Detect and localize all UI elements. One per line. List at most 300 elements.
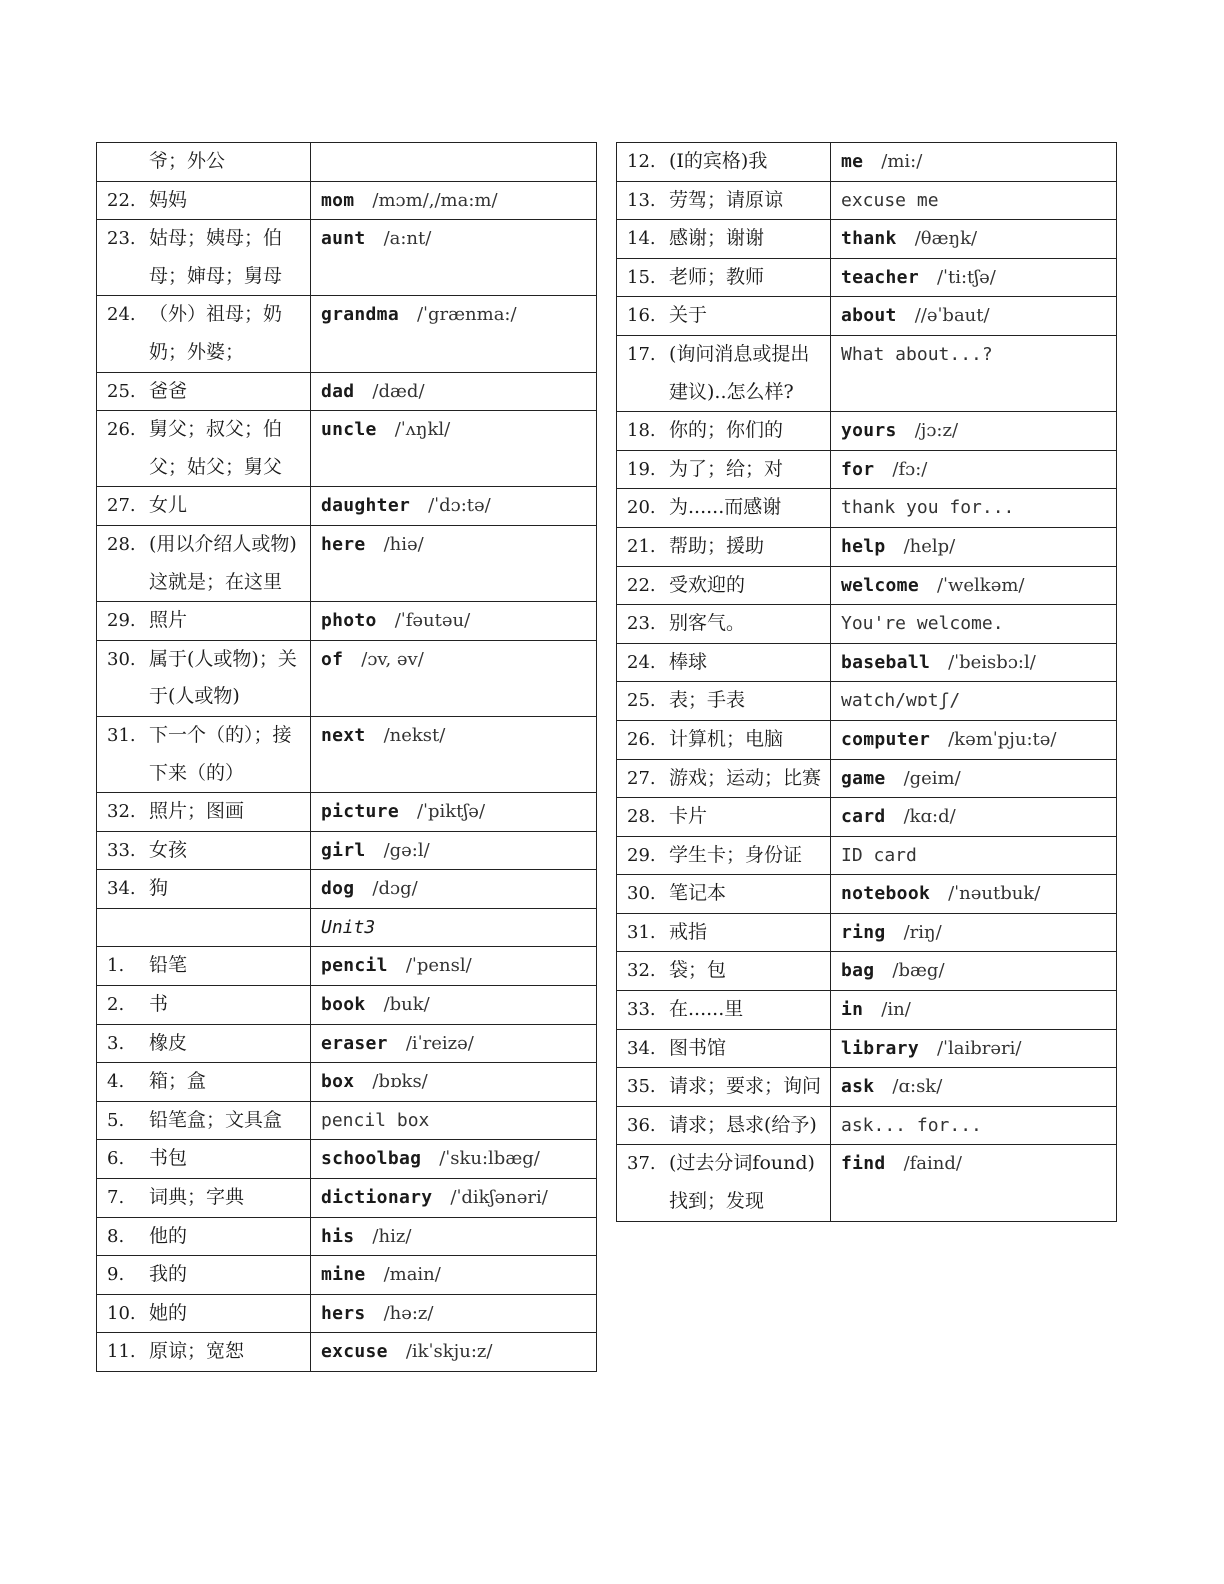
- english-word-cell: [311, 793, 597, 832]
- entry-number: 13.: [627, 189, 656, 211]
- table-row: [97, 793, 597, 832]
- english-word-cell: [831, 759, 1117, 798]
- chinese-meaning-cell: [617, 527, 831, 566]
- phonetic: /fɔ:/: [892, 458, 928, 480]
- english-word-cell: [831, 720, 1117, 759]
- english-word: mine: [321, 1264, 366, 1286]
- chinese-meaning: 姑母；姨母；伯母；婶母；舅母: [149, 227, 283, 287]
- table-row: [617, 450, 1117, 489]
- entry-number: 3.: [107, 1032, 125, 1054]
- table-row: [97, 602, 597, 641]
- chinese-meaning: 你的；你们的: [669, 419, 784, 442]
- chinese-meaning: 请求；要求；询问: [669, 1075, 822, 1098]
- table-row: [97, 220, 597, 296]
- english-word: yours: [841, 420, 897, 442]
- english-word: pencil: [321, 955, 388, 977]
- english-word-cell: [311, 181, 597, 220]
- table-row: [617, 643, 1117, 682]
- chinese-meaning-cell: [97, 1101, 311, 1140]
- phonetic: /ɑ:sk/: [892, 1076, 943, 1098]
- entry-number: 23.: [627, 613, 656, 635]
- entry-number: 2.: [107, 994, 125, 1016]
- chinese-meaning-cell: [97, 1294, 311, 1333]
- table-row: [617, 412, 1117, 451]
- vocab-table-right: [616, 142, 1117, 1222]
- chinese-meaning: 女孩: [149, 838, 188, 861]
- english-word: library: [841, 1037, 919, 1059]
- chinese-meaning: 属于(人或物)；关于(人或物): [149, 647, 297, 708]
- chinese-meaning-cell: [97, 640, 311, 716]
- table-row: [97, 1024, 597, 1063]
- english-phrase: pencil box: [321, 1109, 430, 1131]
- chinese-meaning-cell: [617, 1106, 831, 1145]
- table-row: [617, 566, 1117, 605]
- phonetic: /ˈlaibrəri/: [936, 1037, 1022, 1059]
- english-word-cell: [311, 1333, 597, 1372]
- english-word: bag: [841, 960, 875, 982]
- entry-number: [107, 143, 149, 181]
- english-word-cell: [831, 798, 1117, 837]
- english-phrase: excuse me: [841, 189, 939, 211]
- chinese-meaning: 我的: [149, 1263, 188, 1286]
- english-word: excuse: [321, 1341, 388, 1363]
- english-word-cell: [311, 372, 597, 411]
- english-word: in: [841, 999, 864, 1021]
- english-word: picture: [321, 801, 399, 823]
- chinese-meaning: 在......里: [669, 998, 744, 1021]
- english-word-cell: [831, 335, 1117, 411]
- english-word: dog: [321, 878, 355, 900]
- chinese-meaning-cell: [97, 1179, 311, 1218]
- english-word-cell: [831, 220, 1117, 259]
- table-row: [617, 913, 1117, 952]
- english-word: for: [841, 458, 875, 480]
- english-word: me: [841, 151, 864, 172]
- table-row: [617, 527, 1117, 566]
- english-word: box: [321, 1071, 355, 1093]
- phonetic: /hə:z/: [383, 1302, 434, 1324]
- phonetic: /iˈreizə/: [405, 1032, 474, 1054]
- chinese-meaning-cell: [97, 1333, 311, 1372]
- chinese-meaning-cell: [617, 1145, 831, 1221]
- phonetic: /main/: [383, 1264, 441, 1286]
- phonetic: /ˈpiktʃə/: [416, 801, 486, 823]
- entry-number: 28.: [107, 533, 136, 555]
- phonetic: /ˈpensl/: [405, 955, 472, 977]
- phonetic: /ˈsku:lbæg/: [439, 1148, 540, 1170]
- phonetic: /jɔ:z/: [914, 420, 959, 442]
- table-row: [97, 908, 597, 947]
- chinese-meaning: 照片；图画: [149, 800, 245, 823]
- english-word: photo: [321, 610, 377, 632]
- english-word-cell: [831, 952, 1117, 991]
- phonetic: /ˈʌŋkl/: [394, 419, 451, 441]
- chinese-meaning-cell: [617, 875, 831, 914]
- table-row: [617, 1029, 1117, 1068]
- phonetic: /hiə/: [383, 533, 424, 555]
- phonetic: /ɔv, əv/: [361, 648, 424, 670]
- chinese-meaning-cell: [617, 836, 831, 875]
- english-word: baseball: [841, 651, 931, 673]
- phonetic: /a:nt/: [383, 228, 432, 250]
- chinese-meaning-cell: [617, 335, 831, 411]
- chinese-meaning: 舅父；叔父；伯父；姑父；舅父: [149, 418, 283, 478]
- entry-number: 25.: [627, 690, 656, 712]
- table-row: [97, 411, 597, 487]
- english-phrase: What about...?: [841, 343, 993, 365]
- chinese-meaning-cell: [97, 947, 311, 986]
- chinese-meaning: 下一个（的）；接下来（的）: [149, 723, 292, 784]
- entry-number: 26.: [627, 728, 656, 750]
- english-word: card: [841, 806, 886, 828]
- chinese-meaning: (用以介绍人或物)这就是；在这里: [149, 532, 297, 593]
- english-word: schoolbag: [321, 1148, 422, 1170]
- entry-number: 32.: [627, 960, 656, 982]
- entry-number: 9.: [107, 1264, 125, 1286]
- unit-heading: Unit3: [321, 916, 376, 938]
- chinese-meaning: 别客气。: [669, 612, 746, 635]
- chinese-meaning-cell: [617, 143, 831, 182]
- phonetic: /ˈgrænma:/: [416, 304, 517, 326]
- chinese-meaning: 戒指: [669, 920, 708, 943]
- entry-number: 7.: [107, 1187, 125, 1209]
- chinese-meaning-cell: [617, 258, 831, 297]
- entry-number: 35.: [627, 1076, 656, 1098]
- chinese-meaning-cell: [617, 450, 831, 489]
- chinese-meaning-cell: [617, 720, 831, 759]
- english-word-cell: [831, 875, 1117, 914]
- english-word-cell: [831, 450, 1117, 489]
- english-word: find: [841, 1153, 886, 1175]
- english-word: ask: [841, 1076, 875, 1098]
- english-phrase: You're welcome.: [841, 613, 1004, 635]
- chinese-meaning-cell: [97, 1256, 311, 1295]
- english-word-cell: [831, 605, 1117, 644]
- english-word-cell: [831, 682, 1117, 721]
- table-row: [97, 1333, 597, 1372]
- english-word-cell: [311, 1063, 597, 1102]
- phonetic: /gə:l/: [383, 839, 430, 861]
- english-word: uncle: [321, 419, 377, 441]
- english-word: eraser: [321, 1032, 388, 1054]
- english-word: thank: [841, 228, 897, 250]
- chinese-meaning-cell: [97, 1024, 311, 1063]
- english-word: notebook: [841, 883, 931, 905]
- chinese-meaning: 照片: [149, 609, 188, 632]
- phonetic: /buk/: [383, 994, 430, 1016]
- entry-number: 22.: [627, 574, 656, 596]
- chinese-meaning-cell: [97, 372, 311, 411]
- english-word: ring: [841, 921, 886, 943]
- table-row: [617, 1106, 1117, 1145]
- entry-number: 8.: [107, 1225, 125, 1247]
- chinese-meaning: 爸爸: [149, 379, 188, 402]
- entry-number: 34.: [627, 1037, 656, 1059]
- phonetic: /kəmˈpju:tə/: [948, 728, 1057, 750]
- phonetic: /ˈdikʃənəri/: [450, 1187, 548, 1209]
- chinese-meaning-cell: [617, 297, 831, 336]
- chinese-meaning: 袋；包: [669, 959, 727, 982]
- table-row: [617, 759, 1117, 798]
- table-row: [97, 716, 597, 792]
- chinese-meaning: 关于: [669, 304, 708, 327]
- english-word-cell: [831, 181, 1117, 220]
- english-word-cell: [311, 1217, 597, 1256]
- chinese-meaning-cell: [97, 793, 311, 832]
- chinese-meaning-cell: [617, 682, 831, 721]
- entry-number: 22.: [107, 189, 136, 211]
- chinese-meaning: 感谢；谢谢: [669, 227, 765, 250]
- chinese-meaning-cell: [617, 643, 831, 682]
- chinese-meaning-cell: [97, 181, 311, 220]
- chinese-meaning-cell: [97, 1140, 311, 1179]
- entry-number: 17.: [627, 343, 656, 365]
- phonetic: /mɔm/,/ma:m/: [372, 189, 498, 211]
- english-word-cell: [311, 487, 597, 526]
- english-word-cell: [311, 220, 597, 296]
- chinese-meaning-cell: [617, 759, 831, 798]
- entry-number: 11.: [107, 1341, 136, 1363]
- chinese-meaning: 游戏；运动；比赛: [669, 766, 822, 789]
- chinese-meaning-cell: [97, 870, 311, 909]
- table-row: [617, 682, 1117, 721]
- entry-number: 29.: [627, 844, 656, 866]
- english-word: mom: [321, 189, 355, 211]
- table-row: [97, 870, 597, 909]
- english-word-cell: [311, 1256, 597, 1295]
- chinese-meaning: 爷；外公: [149, 150, 226, 172]
- table-row: [617, 1068, 1117, 1107]
- chinese-meaning: 铅笔: [149, 954, 188, 977]
- english-word: book: [321, 994, 366, 1016]
- phonetic: /riŋ/: [903, 921, 942, 943]
- entry-number: 24.: [107, 304, 136, 326]
- chinese-meaning-cell: [617, 1068, 831, 1107]
- english-word-cell: [311, 831, 597, 870]
- table-row: [97, 1063, 597, 1102]
- table-row: [97, 947, 597, 986]
- english-word-cell: [831, 566, 1117, 605]
- chinese-meaning: 箱；盒: [149, 1070, 207, 1093]
- chinese-meaning: 他的: [149, 1224, 188, 1247]
- phonetic: /bæg/: [892, 960, 945, 982]
- phonetic: /kɑ:d/: [903, 806, 956, 828]
- table-row: [97, 143, 597, 182]
- chinese-meaning-cell: [617, 1029, 831, 1068]
- chinese-meaning: 老师；教师: [669, 265, 765, 288]
- english-word-cell: [831, 527, 1117, 566]
- chinese-meaning: 妈妈: [149, 188, 188, 211]
- english-word: here: [321, 533, 366, 555]
- table-row: [617, 836, 1117, 875]
- chinese-meaning: 计算机；电脑: [669, 727, 784, 750]
- english-word-cell: [831, 489, 1117, 528]
- chinese-meaning: 词典；字典: [149, 1186, 245, 1209]
- chinese-meaning: 帮助；援助: [669, 534, 765, 557]
- entry-number: 19.: [627, 458, 656, 480]
- table-row: [97, 487, 597, 526]
- table-row: [97, 1256, 597, 1295]
- english-word: help: [841, 535, 886, 557]
- english-word: welcome: [841, 574, 919, 596]
- chinese-meaning-cell: [617, 181, 831, 220]
- english-word: grandma: [321, 304, 399, 326]
- english-word-cell: [311, 525, 597, 601]
- chinese-meaning-cell: [617, 605, 831, 644]
- chinese-meaning: 她的: [149, 1301, 188, 1324]
- table-row: [97, 372, 597, 411]
- chinese-meaning: 女儿: [149, 494, 188, 517]
- phonetic: /ˈbeisbɔ:l/: [948, 651, 1036, 673]
- chinese-meaning: 受欢迎的: [669, 573, 746, 596]
- english-word: about: [841, 305, 897, 327]
- table-row: [97, 1101, 597, 1140]
- chinese-meaning-cell: [97, 411, 311, 487]
- english-phrase: thank you for...: [841, 497, 1015, 519]
- table-row: [97, 1217, 597, 1256]
- entry-number: 10.: [107, 1302, 136, 1324]
- chinese-meaning: 狗: [149, 877, 169, 900]
- table-row: [617, 1145, 1117, 1221]
- chinese-meaning: (过去分词found)找到；发现: [669, 1152, 815, 1213]
- table-row: [97, 1179, 597, 1218]
- phonetic: //əˈbaut/: [914, 305, 990, 327]
- english-word-cell: [831, 913, 1117, 952]
- phonetic: /θæŋk/: [914, 228, 978, 250]
- chinese-meaning: 原谅；宽恕: [149, 1340, 245, 1363]
- chinese-meaning-cell: [97, 525, 311, 601]
- chinese-meaning: 棒球: [669, 650, 708, 673]
- chinese-meaning-cell: [97, 602, 311, 641]
- chinese-meaning-cell: [617, 489, 831, 528]
- entry-number: 30.: [627, 883, 656, 905]
- english-word-cell: [311, 602, 597, 641]
- entry-number: 26.: [107, 419, 136, 441]
- entry-number: 31.: [627, 921, 656, 943]
- table-row: [617, 991, 1117, 1030]
- entry-number: 1.: [107, 955, 125, 977]
- phonetic: /ˈti:tʃə/: [936, 266, 996, 288]
- chinese-meaning-cell: [97, 831, 311, 870]
- english-word-cell: [831, 991, 1117, 1030]
- chinese-meaning-cell: [617, 566, 831, 605]
- chinese-meaning-cell: [97, 1217, 311, 1256]
- english-word-cell: [831, 1106, 1117, 1145]
- english-word: girl: [321, 839, 366, 861]
- entry-number: 33.: [627, 999, 656, 1021]
- chinese-meaning: 书包: [149, 1147, 188, 1170]
- chinese-meaning: 学生卡；身份证: [669, 843, 803, 866]
- chinese-meaning-cell: [617, 952, 831, 991]
- chinese-meaning: （外）祖母；奶奶；外婆；: [149, 303, 283, 363]
- english-word-cell: [831, 836, 1117, 875]
- table-row: [97, 1294, 597, 1333]
- english-word-cell: [311, 640, 597, 716]
- english-word-cell: [311, 1101, 597, 1140]
- english-word-cell: [311, 1179, 597, 1218]
- entry-number: 15.: [627, 266, 656, 288]
- entry-number: 24.: [627, 651, 656, 673]
- english-word-cell: [311, 1024, 597, 1063]
- english-phrase: watch/wɒtʃ/: [841, 690, 961, 712]
- entry-number: 27.: [107, 495, 136, 517]
- chinese-meaning-cell: [97, 487, 311, 526]
- chinese-meaning: 笔记本: [669, 882, 727, 905]
- table-row: [617, 952, 1117, 991]
- chinese-meaning-cell: [617, 913, 831, 952]
- entry-number: 18.: [627, 420, 656, 442]
- chinese-meaning-cell: [617, 220, 831, 259]
- english-word-cell: [311, 143, 597, 182]
- phonetic: /hiz/: [372, 1225, 412, 1247]
- chinese-meaning: 请求；恳求(给予): [669, 1113, 817, 1136]
- phonetic: /geim/: [903, 767, 961, 789]
- phonetic: /ˈnəutbuk/: [948, 883, 1041, 905]
- table-row: [617, 489, 1117, 528]
- chinese-meaning-cell: [617, 798, 831, 837]
- phonetic: /faind/: [903, 1153, 962, 1175]
- entry-number: 36.: [627, 1114, 656, 1136]
- english-word: aunt: [321, 228, 366, 250]
- entry-number: 29.: [107, 610, 136, 632]
- english-word: dictionary: [321, 1187, 433, 1209]
- phonetic: /dæd/: [372, 380, 425, 402]
- chinese-meaning: 为......而感谢: [669, 496, 782, 519]
- phonetic: /nekst/: [383, 724, 446, 746]
- chinese-meaning: 为了；给；对: [669, 457, 784, 480]
- entry-number: 31.: [107, 724, 136, 746]
- table-row: [97, 525, 597, 601]
- english-word-cell: [831, 297, 1117, 336]
- phonetic: /ikˈskju:z/: [405, 1341, 493, 1363]
- english-word: game: [841, 767, 886, 789]
- english-word-cell: [311, 908, 597, 947]
- chinese-meaning-cell: [97, 296, 311, 372]
- entry-number: 12.: [627, 151, 656, 172]
- table-row: [617, 258, 1117, 297]
- table-row: [97, 296, 597, 372]
- english-word-cell: [311, 986, 597, 1025]
- english-word-cell: [311, 1140, 597, 1179]
- entry-number: 4.: [107, 1071, 125, 1093]
- english-word: next: [321, 724, 366, 746]
- phonetic: /bɒks/: [372, 1071, 428, 1093]
- chinese-meaning: 图书馆: [669, 1036, 727, 1059]
- english-word-cell: [831, 412, 1117, 451]
- phonetic: /help/: [903, 535, 956, 557]
- table-row: [97, 640, 597, 716]
- english-word: computer: [841, 728, 931, 750]
- chinese-meaning: (询问消息或提出建议)..怎么样?: [669, 342, 810, 403]
- table-row: [617, 181, 1117, 220]
- chinese-meaning: 书: [149, 993, 169, 1016]
- chinese-meaning-cell: [97, 220, 311, 296]
- english-word-cell: [311, 296, 597, 372]
- entry-number: 14.: [627, 228, 656, 250]
- table-row: [617, 720, 1117, 759]
- english-word: hers: [321, 1302, 366, 1324]
- chinese-meaning: (I的宾格)我: [669, 150, 768, 172]
- english-word-cell: [311, 716, 597, 792]
- entry-number: 37.: [627, 1153, 656, 1175]
- english-phrase: ID card: [841, 844, 917, 866]
- english-word: his: [321, 1225, 355, 1247]
- chinese-meaning: 劳驾；请原谅: [669, 188, 784, 211]
- chinese-meaning: 橡皮: [149, 1031, 188, 1054]
- english-word: dad: [321, 380, 355, 402]
- english-word-cell: [831, 1068, 1117, 1107]
- entry-number: 6.: [107, 1148, 125, 1170]
